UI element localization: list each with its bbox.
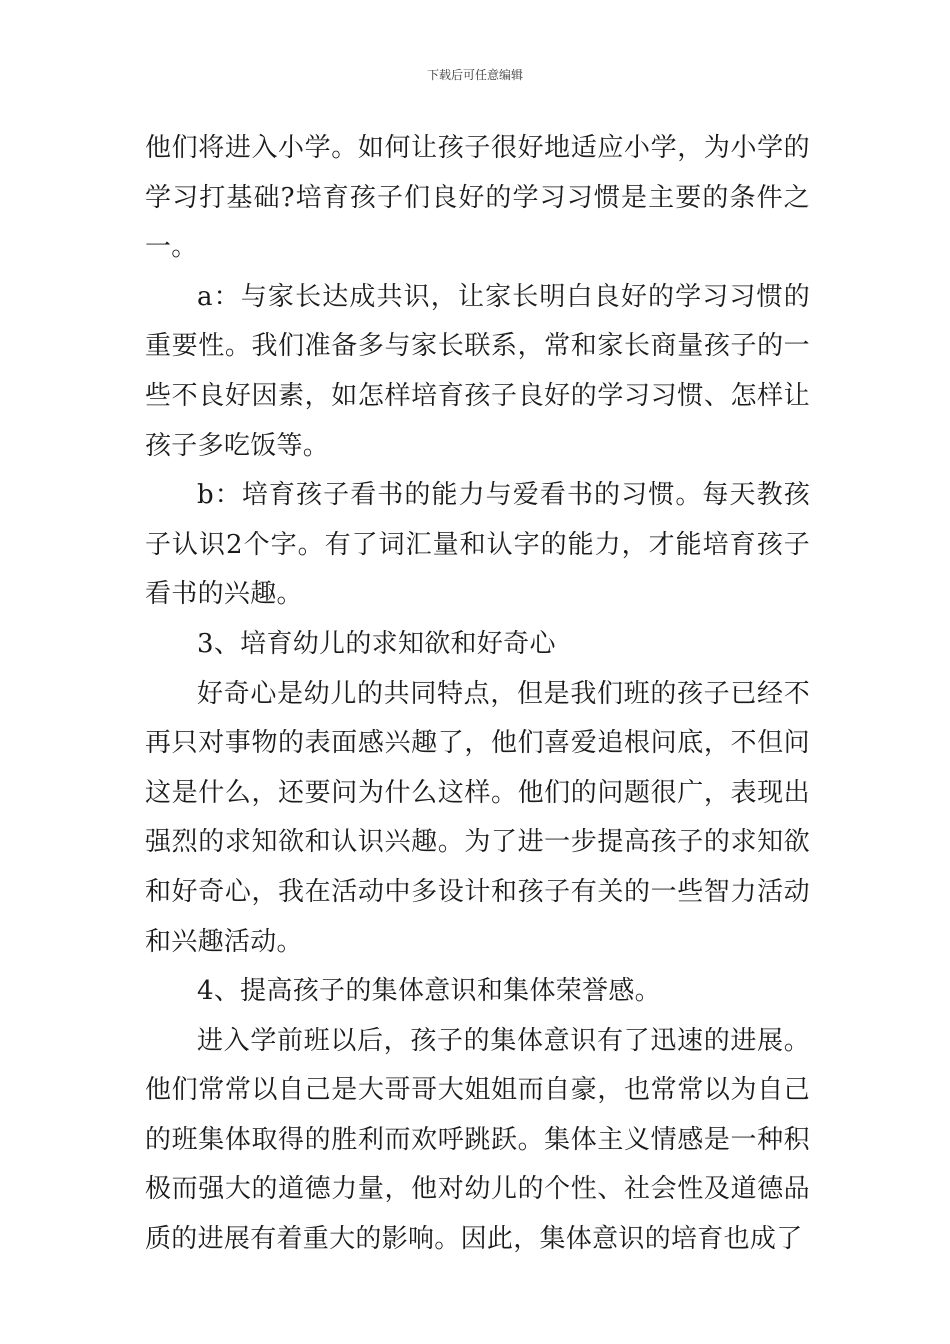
paragraph: 进入学前班以后，孩子的集体意识有了迅速的进展。他们常常以自己是大哥哥大姐姐而自豪，也常常以为自己的班集体取得的胜利而欢呼跳跃。集体主义情感是一种积极而强大的道德力量，他对幼儿的个性、社会性及道德品质的进展有着重大的影响。因此，集体意识的培育也成了 (145, 1025, 810, 1255)
paragraph: a：与家长达成共识，让家长明白良好的学习习惯的重要性。我们准备多与家长联系，常和家长商量孩子的一些不良好因素，如怎样培育孩子良好的学习习惯、怎样让孩子多吃饭等。 (145, 281, 810, 461)
section-heading: 3、培育幼儿的求知欲和好奇心 (197, 628, 556, 659)
paragraph: 他们将进入小学。如何让孩子很好地适应小学，为小学的学习打基础?培育孩子们良好的学习习惯是主要的条件之一。 (145, 133, 810, 263)
paragraph: b：培育孩子看书的能力与爱看书的习惯。每天教孩子认识2个字。有了词汇量和认字的能力，才能培育孩子看书的兴趣。 (145, 480, 810, 610)
document-body (145, 124, 810, 1265)
paragraph: 好奇心是幼儿的共同特点，但是我们班的孩子已经不再只对事物的表面感兴趣了，他们喜爱追根问底，不但问这是什么，还要问为什么这样。他们的问题很广，表现出强烈的求知欲和认识兴趣。为了进一步提高孩子的求知欲和好奇心，我在活动中多设计和孩子有关的一些智力活动和兴趣活动。 (145, 678, 810, 957)
page-header: 下载后可任意编辑 (426, 68, 523, 82)
section-heading: 4、提高孩子的集体意识和集体荣誉感。 (197, 976, 661, 1007)
